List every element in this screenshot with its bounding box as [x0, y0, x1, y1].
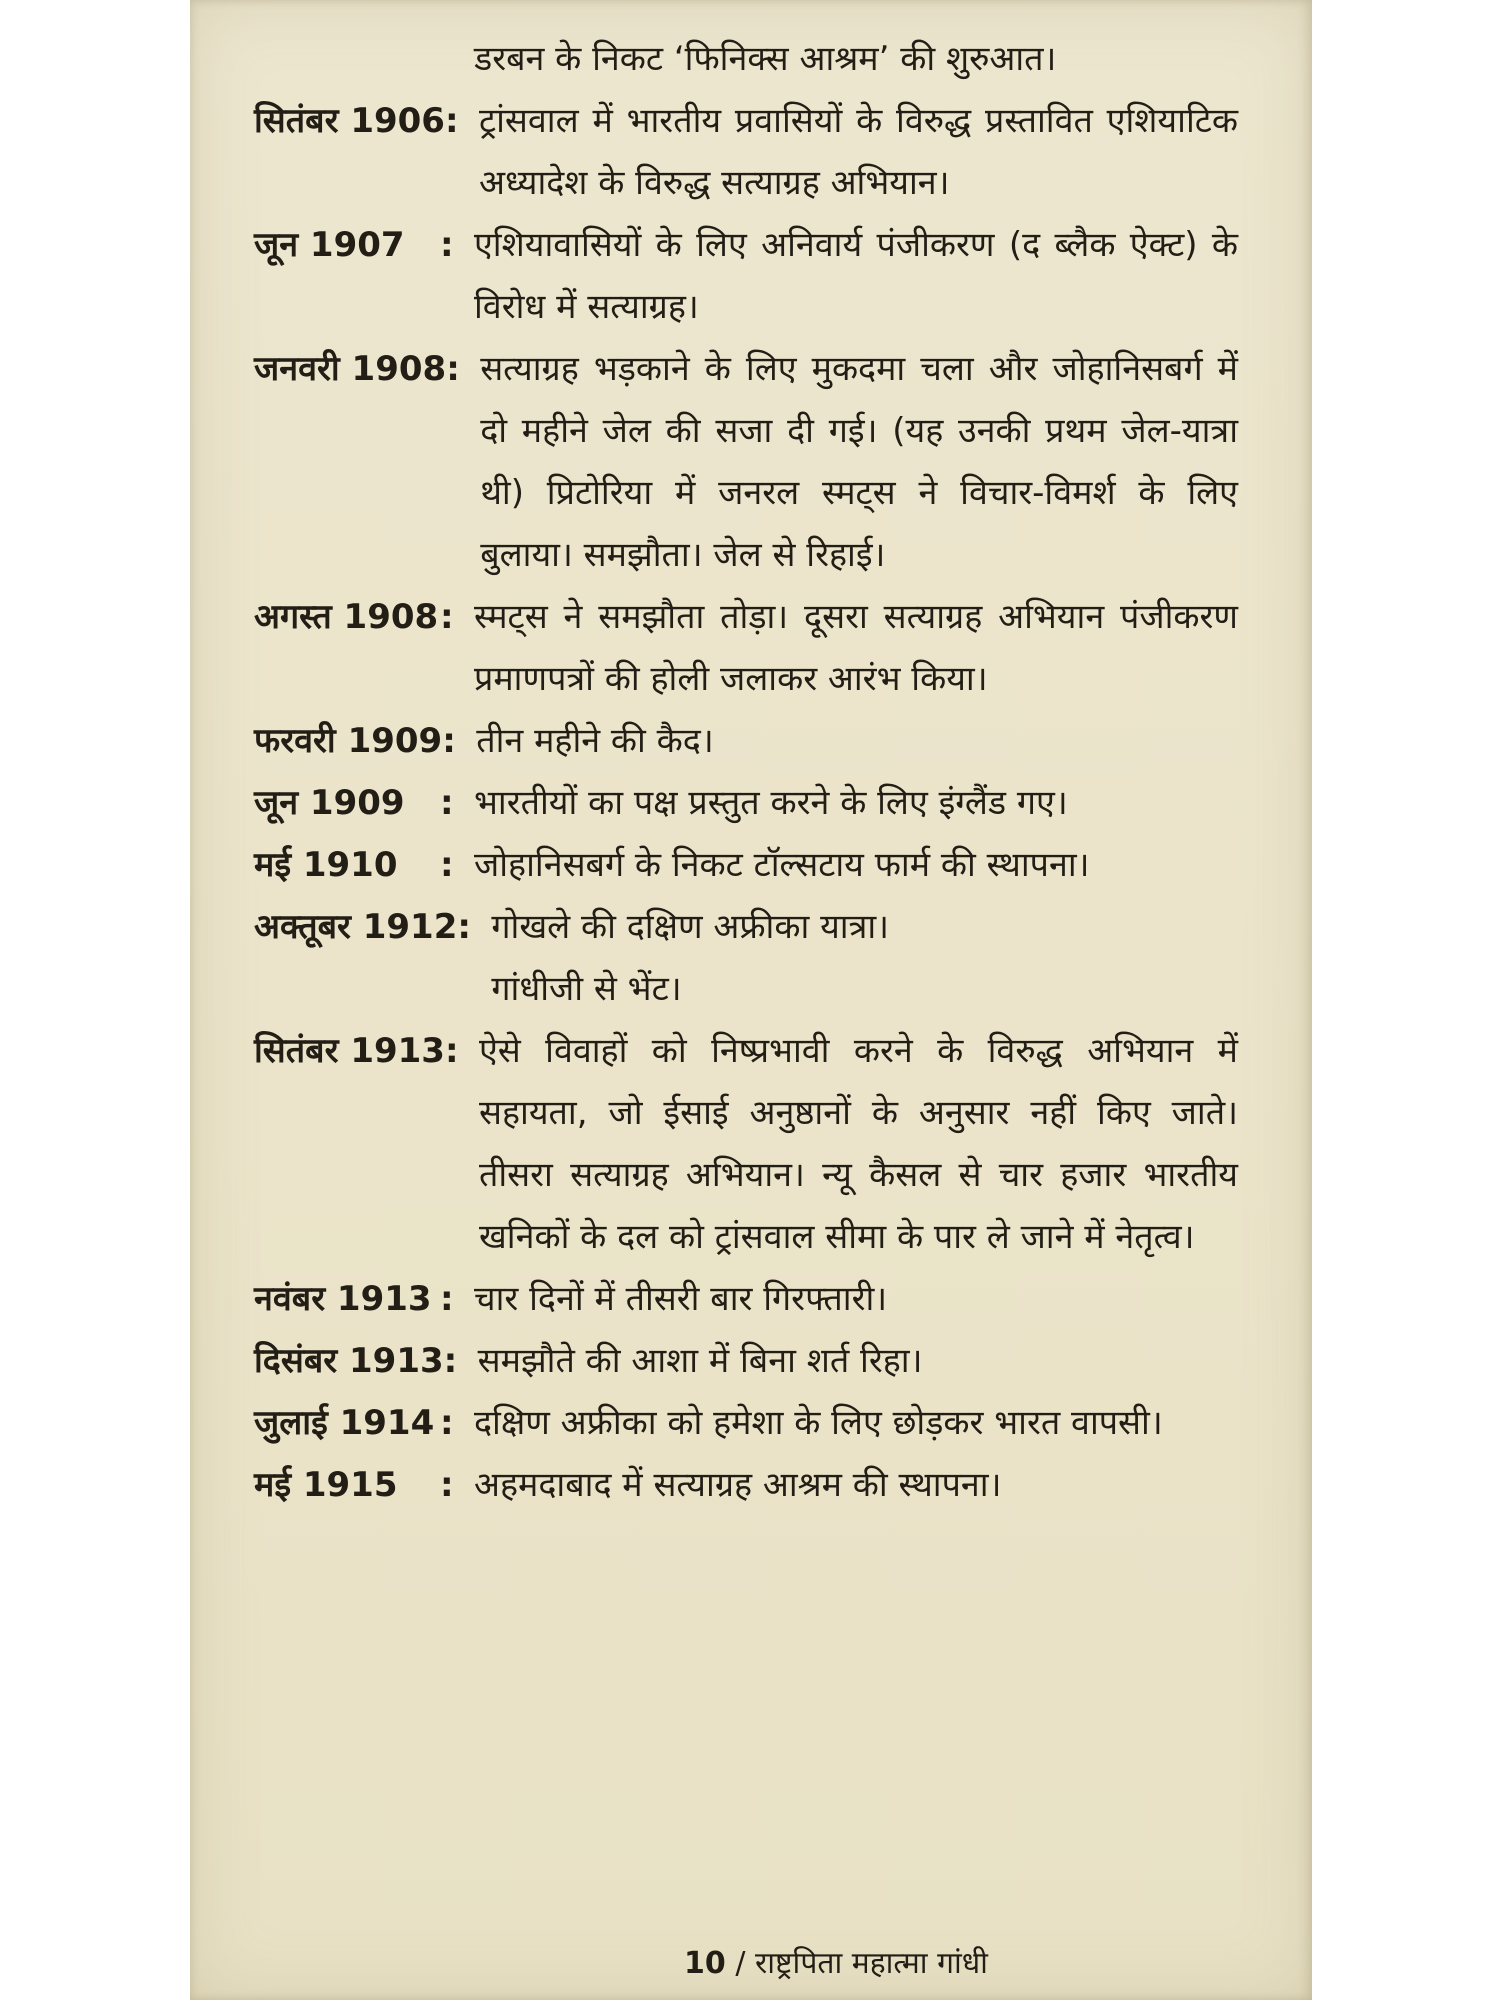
- entry-text: [474, 772, 1238, 834]
- entry-colon: :: [444, 101, 459, 141]
- entry-text: [479, 1020, 1238, 1268]
- entry-text-line: ट्रांसवाल में भारतीय प्रवासियों के विरुद्ध प्रस्तावित एशियाटिक अध्यादेश के विरुद्ध सत्याग्रह अभियान।: [478, 101, 1238, 203]
- entry-text-line: ऐसे विवाहों को निष्प्रभावी करने के विरुद्ध अभियान में सहायता, जो ईसाई अनुष्ठानों के अनुसार नहीं किए जाते। तीसरा सत्याग्रह अभियान। न्यू कैसल से चार हजार भारतीय खनिकों के दल को ट्रांसवाल सीमा के पार ले जाने में नेतृत्व।: [478, 1031, 1238, 1257]
- entry-text: [474, 1454, 1238, 1516]
- entry-text-line: अहमदाबाद में सत्याग्रह आश्रम की स्थापना।: [474, 1465, 1002, 1505]
- entry-text: [474, 1268, 1238, 1330]
- entry-date: मई 1915: [254, 1465, 398, 1505]
- entry-date: अक्तूबर 1912: [254, 907, 458, 947]
- entry-text: [474, 834, 1238, 896]
- entry-text-line: तीन महीने की कैद।: [476, 721, 714, 761]
- timeline-entry: [254, 1454, 1238, 1516]
- timeline-entry: [254, 586, 1238, 710]
- entry-text: [474, 28, 1238, 90]
- entry-colon: :: [440, 597, 454, 637]
- entry-date: मई 1910: [254, 845, 398, 885]
- entry-colon: :: [440, 1403, 454, 1443]
- timeline-entry: [254, 896, 1238, 1020]
- entry-colon: :: [457, 907, 471, 947]
- book-page: [190, 0, 1312, 2000]
- timeline-entry: [254, 28, 1238, 90]
- footer-separator: /: [735, 1946, 746, 1981]
- footer-book-title: राष्ट्रपिता महात्मा गांधी: [754, 1946, 988, 1981]
- entry-text-line: गोखले की दक्षिण अफ्रीका यात्रा।: [491, 907, 890, 947]
- entry-date: जुलाई 1914: [254, 1403, 435, 1443]
- entry-text-line: डरबन के निकट ‘फिनिक्स आश्रम’ की शुरुआत।: [474, 39, 1057, 79]
- footer-page-number: 10: [684, 1946, 726, 1981]
- entry-colon: :: [443, 1341, 458, 1381]
- entry-date: जून 1907: [254, 225, 405, 265]
- entry-text: [476, 710, 1238, 772]
- entry-text: [480, 338, 1238, 586]
- entry-colon: :: [440, 783, 454, 823]
- timeline-entry: [254, 338, 1238, 586]
- entry-text-line: चार दिनों में तीसरी बार गिरफ्तारी।: [474, 1279, 888, 1319]
- entry-text: [491, 896, 1238, 1020]
- timeline-entry: [254, 1020, 1238, 1268]
- entry-text: [474, 214, 1238, 338]
- page-footer: [190, 1938, 1312, 1990]
- timeline-entry: [254, 90, 1238, 214]
- timeline-entry: [254, 772, 1238, 834]
- entry-text-line: समझौते की आशा में बिना शर्त रिहा।: [477, 1341, 923, 1381]
- entry-date: जून 1909: [254, 783, 405, 823]
- entry-text-line: जोहानिसबर्ग के निकट टॉल्सटाय फार्म की स्थापना।: [474, 845, 1090, 885]
- entry-date: फरवरी 1909: [254, 721, 443, 761]
- entry-colon: :: [442, 721, 456, 761]
- entry-text-line: एशियावासियों के लिए अनिवार्य पंजीकरण (द ब्लैक ऐक्ट) के विरोध में सत्याग्रह।: [474, 225, 1238, 327]
- timeline-entry: [254, 710, 1238, 772]
- entry-colon: :: [440, 225, 454, 265]
- timeline-entry: [254, 1330, 1238, 1392]
- timeline-entry: [254, 214, 1238, 338]
- entry-colon: :: [440, 1465, 454, 1505]
- entry-text: [478, 1330, 1238, 1392]
- entry-colon: :: [446, 349, 460, 389]
- entry-text: [479, 90, 1238, 214]
- entry-text: [474, 586, 1238, 710]
- entry-text-line: गांधीजी से भेंट।: [491, 969, 682, 1009]
- entry-text-line: दक्षिण अफ्रीका को हमेशा के लिए छोड़कर भारत वापसी।: [474, 1403, 1163, 1443]
- entry-date: सितंबर 1913: [254, 1031, 445, 1071]
- entry-text-line: भारतीयों का पक्ष प्रस्तुत करने के लिए इंग्लैंड गए।: [474, 783, 1068, 823]
- entry-colon: :: [440, 1279, 454, 1319]
- entry-date: अगस्त 1908: [254, 597, 439, 637]
- timeline-entry: [254, 1268, 1238, 1330]
- timeline-entry: [254, 834, 1238, 896]
- entry-colon: :: [440, 845, 454, 885]
- timeline: [254, 28, 1238, 1516]
- entry-colon: :: [444, 1031, 459, 1071]
- entry-date: नवंबर 1913: [254, 1279, 432, 1319]
- entry-date: जनवरी 1908: [254, 349, 447, 389]
- entry-date: सितंबर 1906: [254, 101, 445, 141]
- entry-text-line: स्मट्स ने समझौता तोड़ा। दूसरा सत्याग्रह अभियान पंजीकरण प्रमाणपत्रों की होली जलाकर आरंभ किया।: [474, 597, 1238, 699]
- timeline-entry: [254, 1392, 1238, 1454]
- entry-date: दिसंबर 1913: [254, 1341, 444, 1381]
- entry-text: [474, 1392, 1238, 1454]
- entry-text-line: सत्याग्रह भड़काने के लिए मुकदमा चला और जोहानिसबर्ग में दो महीने जेल की सजा दी गई। (यह उनकी प्रथम जेल-यात्रा थी) प्रिटोरिया में जनरल स्मट्स ने विचार-विमर्श के लिए बुलाया। समझौता। जेल से रिहाई।: [480, 349, 1238, 575]
